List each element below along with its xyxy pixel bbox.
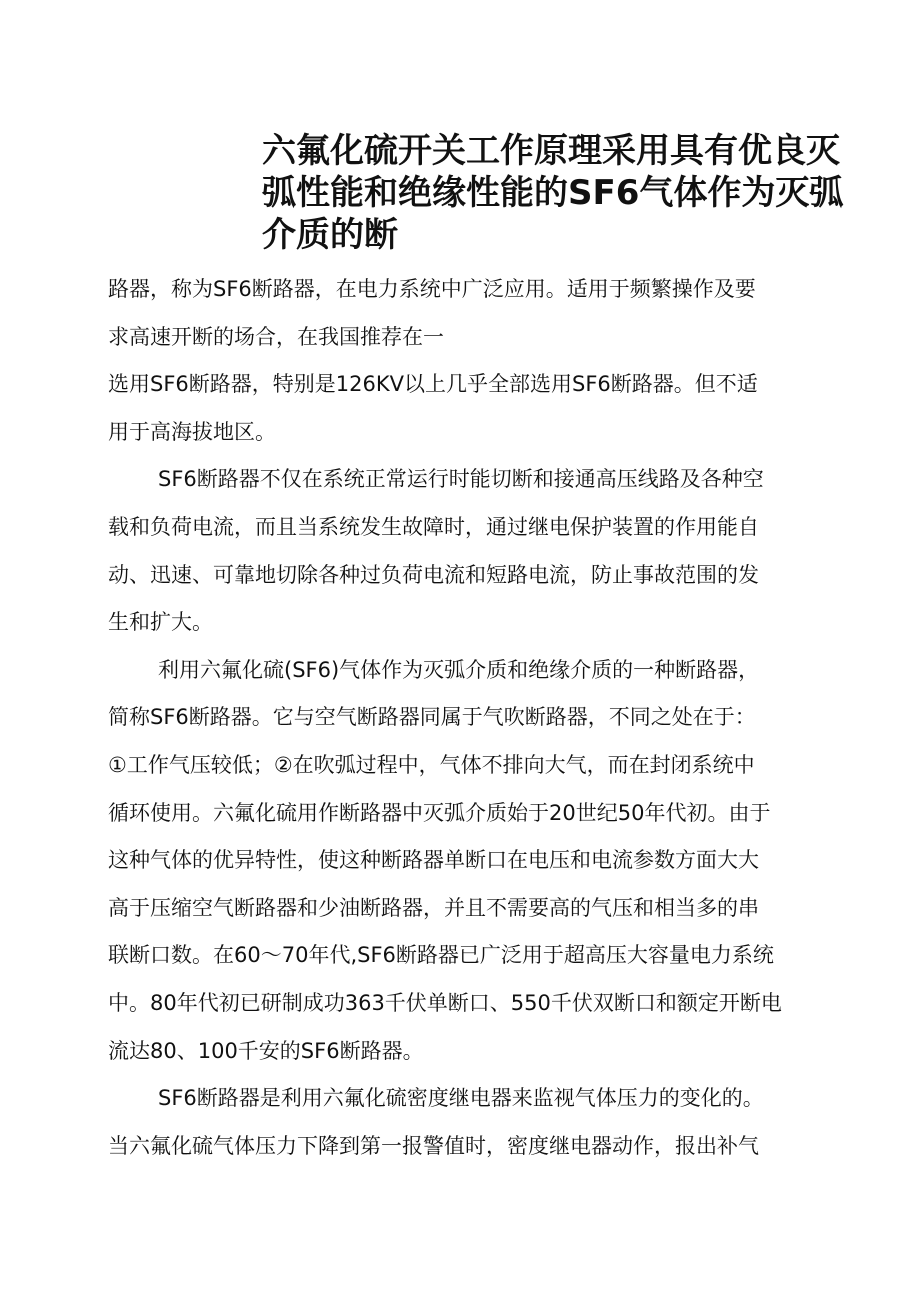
text-line: 载和负荷电流，而且当系统发生故障时，通过继电保护装置的作用能自 bbox=[108, 514, 759, 539]
text-line: SF6断路器是利用六氟化硫密度继电器来监视气体压力的变化的。 bbox=[158, 1086, 764, 1111]
text-line: 联断口数。在60～70年代,SF6断路器已广泛用于超高压大容量电力系统 bbox=[108, 943, 774, 968]
text-line: 求高速开断的场合，在我国推荐在一 bbox=[108, 324, 444, 349]
text-line: ①工作气压较低；②在吹弧过程中，气体不排向大气，而在封闭系统中 bbox=[108, 752, 755, 777]
text-line: 路器，称为SF6断路器，在电力系统中广泛应用。适用于频繁操作及要 bbox=[108, 277, 756, 301]
title-line: 介质的断 bbox=[262, 215, 398, 255]
title-line: 弧性能和绝缘性能的SF6气体作为灭弧 bbox=[262, 173, 844, 213]
text-line: 选用SF6断路器，特别是126KV以上几乎全部选用SF6断路器。但不适 bbox=[108, 372, 758, 397]
text-line: 循环使用。六氟化硫用作断路器中灭弧介质始于20世纪50年代初。由于 bbox=[108, 800, 771, 825]
text-line: 当六氟化硫气体压力下降到第一报警值时，密度继电器动作，报出补气 bbox=[108, 1133, 759, 1158]
text-line: 用于高海拔地区。 bbox=[108, 419, 276, 444]
text-line: 生和扩大。 bbox=[108, 610, 213, 635]
document-title bbox=[262, 130, 844, 256]
text-line: 高于压缩空气断路器和少油断路器，并且不需要高的气压和相当多的串 bbox=[108, 895, 759, 920]
text-line: 利用六氟化硫(SF6)气体作为灭弧介质和绝缘介质的一种断路器， bbox=[158, 657, 760, 682]
text-line: 流达80、100千安的SF6断路器。 bbox=[108, 1038, 424, 1063]
text-line: 这种气体的优异特性，使这种断路器单断口在电压和电流参数方面大大 bbox=[108, 848, 759, 873]
text-line: 中。80年代初已研制成功363千伏单断口、550千伏双断口和额定开断电 bbox=[108, 990, 782, 1015]
text-line: 动、迅速、可靠地切除各种过负荷电流和短路电流，防止事故范围的发 bbox=[108, 562, 759, 587]
text-line: 简称SF6断路器。它与空气断路器同属于气吹断路器，不同之处在于： bbox=[108, 705, 756, 730]
document-body bbox=[108, 266, 808, 1170]
text-line: SF6断路器不仅在系统正常运行时能切断和接通高压线路及各种空 bbox=[158, 467, 764, 492]
title-line: 六氟化硫开关工作原理采用具有优良灭 bbox=[262, 131, 840, 171]
